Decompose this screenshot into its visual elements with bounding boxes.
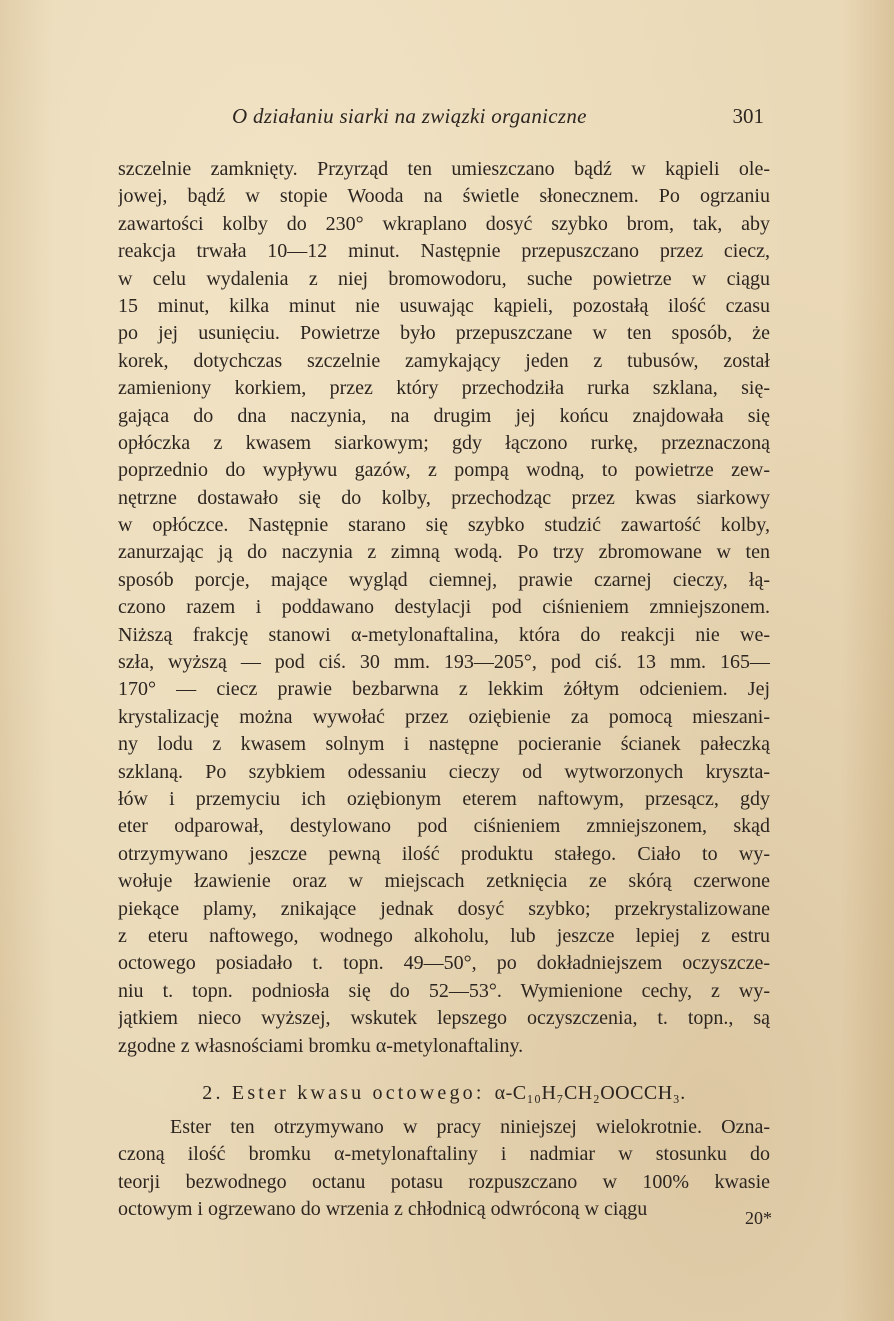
text-line: szklaną. Po szybkiem odessaniu cieczy od wytworzonych kryszta- [118, 760, 770, 783]
text-line: niu t. topn. podniosła się do 52—53°. Wymienione cechy, z wy- [118, 979, 770, 1002]
text-line: Ester ten otrzymywano w pracy niniejszej wielokrotnie. Ozna- [170, 1115, 770, 1138]
paragraph-bromide [118, 156, 770, 1060]
text-line: sposób porcje, mające wygląd ciemnej, prawie czarnej cieczy, łą- [118, 568, 770, 591]
text-line: 170° — ciecz prawie bezbarwna z lekkim żółtym odcieniem. Jej [118, 678, 770, 701]
text-line: gająca do dna naczynia, na drugim jej końcu znajdowała się [118, 404, 770, 427]
text-line: opłóczka z kwasem siarkowym; gdy łączono rurkę, przeznaczoną [118, 431, 770, 454]
text-line: nętrzne dostawało się do kolby, przechodząc przez kwas siarkowy [118, 486, 770, 509]
text-line: po jej usunięciu. Powietrze było przepuszczane w ten sposób, że [118, 322, 770, 345]
text-line: czoną ilość bromku α-metylonaftaliny i nadmiar w stosunku do [118, 1143, 770, 1166]
text-line: teorji bezwodnego octanu potasu rozpuszczano w 100% kwasie [118, 1170, 770, 1193]
printer-signature: 20* [745, 1208, 772, 1228]
text-line: octowym i ogrzewano do wrzenia z chłodnicą odwróconą w ciągu [118, 1198, 648, 1221]
text-line: szczelnie zamknięty. Przyrząd ten umieszczano bądź w kąpieli ole- [118, 158, 770, 180]
text-line: z eteru naftowego, wodnego alkoholu, lub jeszcze lepiej z estru [118, 924, 770, 947]
text-line: poprzednio do wypływu gazów, z pompą wodną, to powietrze zew- [118, 459, 770, 482]
text-line: w celu wydalenia z niej bromowodoru, suche powietrze w ciągu [118, 267, 770, 290]
text-line: szła, wyższą — pod ciś. 30 mm. 193—205°, pod ciś. 13 mm. 165— [118, 651, 770, 674]
page-number: 301 [732, 104, 764, 128]
text-line: jowej, bądź w stopie Wooda na świetle słonecznem. Po ogrzaniu [118, 185, 770, 208]
text-line: w opłóczce. Następnie starano się szybko studzić zawartość kolby, [118, 514, 770, 537]
text-line: czono razem i poddawano destylacji pod ciśnieniem zmniejszonem. [118, 596, 770, 619]
text-line: jątkiem nieco wyższej, wskutek lepszego oczyszczenia, t. topn., są [118, 1007, 770, 1030]
text-line: korek, dotychczas szczelnie zamykający jeden z tubusów, został [118, 349, 770, 372]
text-line: eter odparował, destylowano pod ciśnieniem zmniejszonem, skąd [118, 815, 770, 838]
section-heading-label: 2. Ester kwasu octowego: [202, 1082, 485, 1105]
paragraph-ester [118, 1114, 770, 1224]
body-text [118, 156, 770, 1223]
text-line: zamieniony korkiem, przez który przechodziła rurka szklana, się- [118, 377, 770, 400]
text-line: zawartości kolby do 230° wkraplano dosyć szybko brom, tak, aby [118, 212, 770, 235]
running-title: O działaniu siarki na związki organiczne [232, 104, 587, 128]
text-line: zanurzając ją do naczynia z zimną wodą. Po trzy zbromowane w ten [118, 541, 770, 564]
text-line: Niższą frakcję stanowi α-metylonaftalina, która do reakcji nie we- [118, 623, 770, 646]
text-line: ny lodu z kwasem solnym i następne pocieranie ścianek pałeczką [118, 733, 770, 756]
text-line: octowego posiadało t. topn. 49—50°, po dokładniejszem oczyszcze- [118, 952, 770, 975]
page-header [118, 100, 770, 134]
text-line: krystalizację można wywołać przez oziębienie za pomocą mieszani- [118, 705, 770, 728]
text-line: piekące plamy, znikające jednak dosyć szybko; przekrystalizowane [118, 897, 770, 920]
text-line: reakcja trwała 10—12 minut. Następnie przepuszczano przez ciecz, [118, 240, 770, 263]
section-heading-formula: α-C₁₀H₇CH₂OOCCH₃. [494, 1082, 686, 1105]
text-line: zgodne z własnościami bromku α-metylonaftaliny. [118, 1034, 524, 1057]
text-line: wołuje łzawienie oraz w miejscach zetknięcia ze skórą czerwone [118, 870, 770, 893]
text-line: łów i przemyciu ich oziębionym eterem naftowym, przesącz, gdy [118, 787, 770, 810]
text-line: otrzymywano jeszcze pewną ilość produktu stałego. Ciało to wy- [118, 842, 770, 865]
section-heading [118, 1074, 770, 1114]
text-line: 15 minut, kilka minut nie usuwając kąpieli, pozostałą ilość czasu [118, 294, 770, 317]
